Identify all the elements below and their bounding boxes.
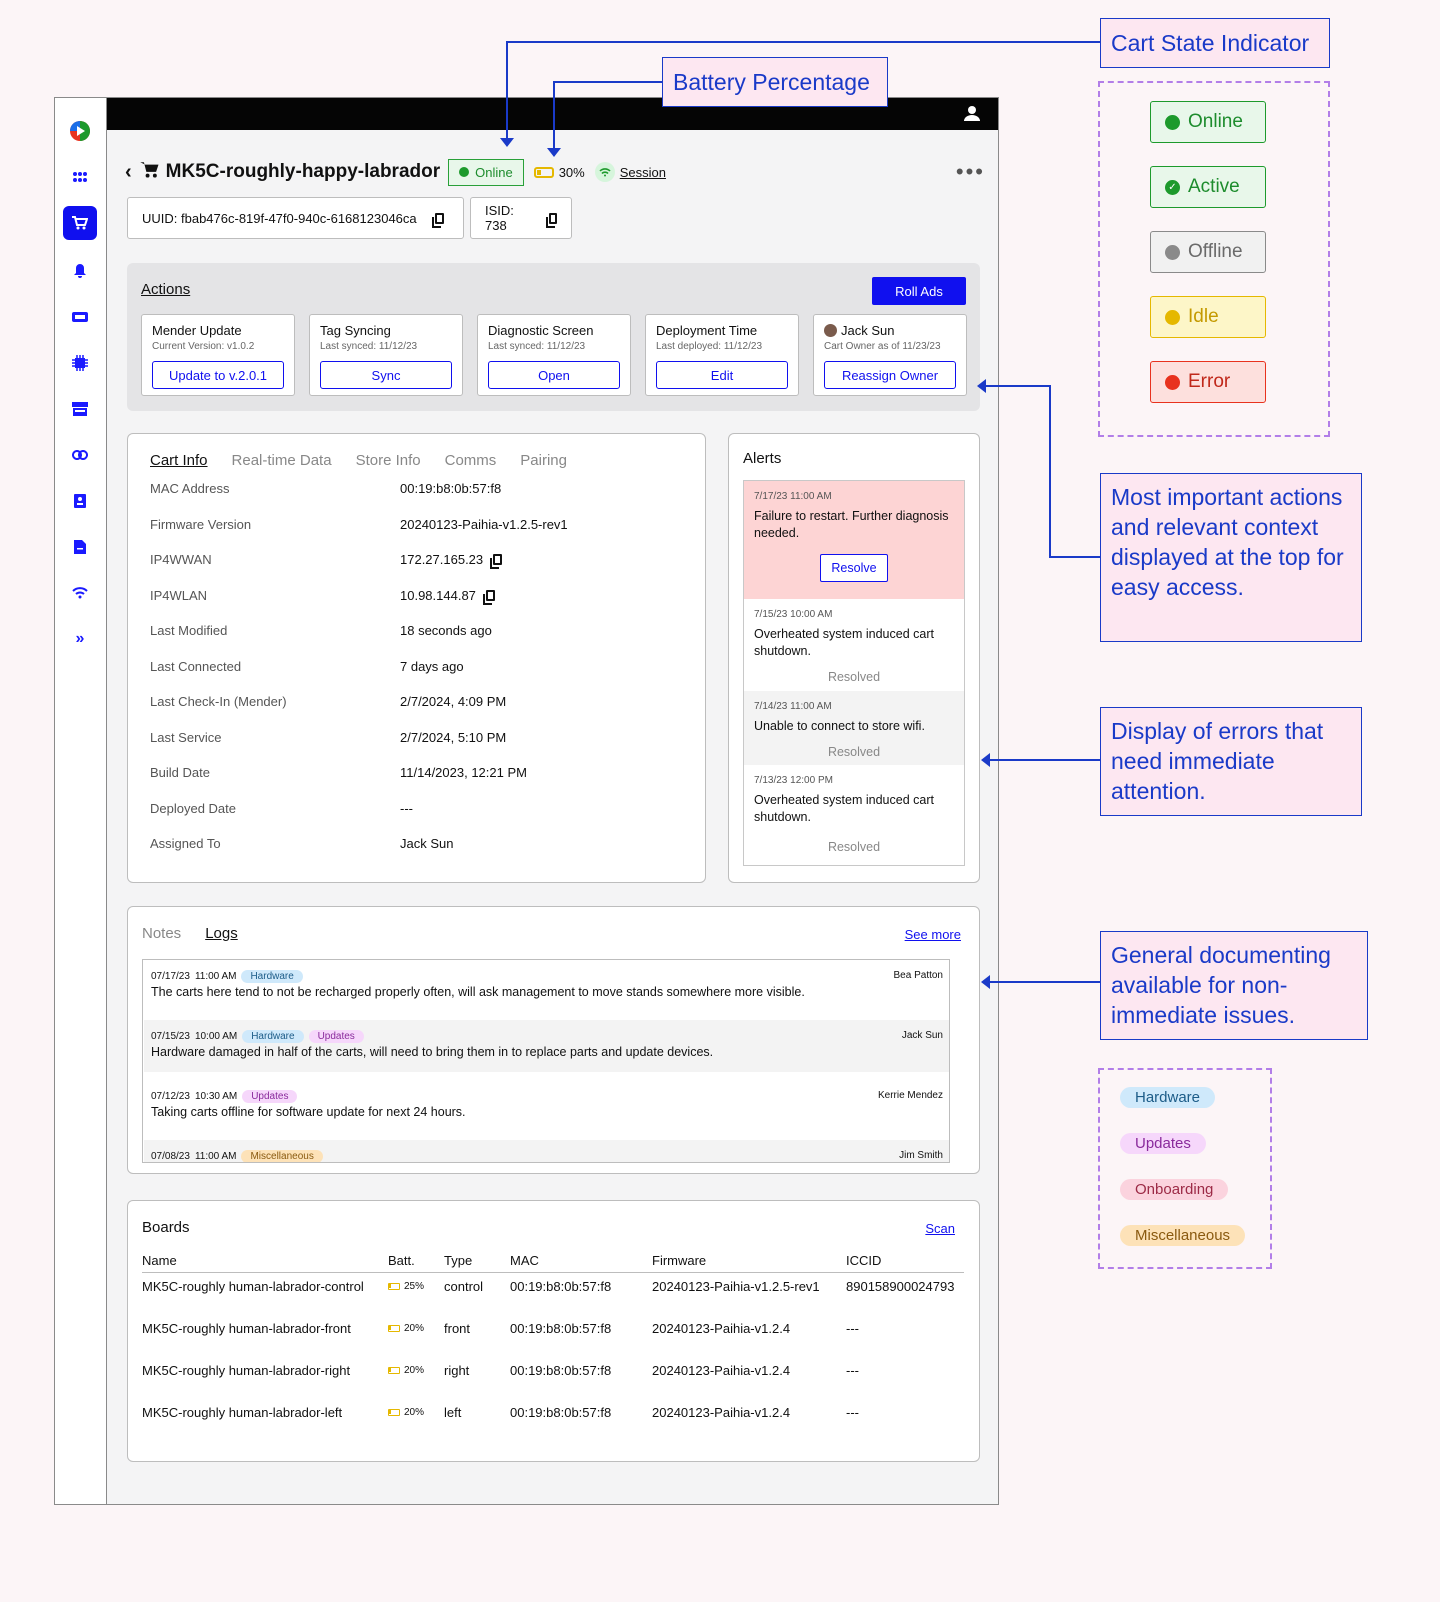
logo-icon[interactable]	[63, 114, 97, 148]
info-label: IP4WLAN	[150, 587, 208, 603]
board-name: MK5C-roughly human-labrador-front	[142, 1321, 351, 1336]
legend-state-offline	[1150, 231, 1266, 273]
annotation-docs: General documenting available for non-immediate issues.	[1100, 931, 1368, 1040]
battery-fill	[389, 1410, 391, 1414]
annotation-battery: Battery Percentage	[662, 57, 888, 107]
alert-status: Resolved	[827, 745, 881, 759]
roll-ads-button[interactable]: Roll Ads	[872, 277, 966, 305]
arrow-icon	[977, 379, 986, 393]
info-value	[400, 481, 501, 496]
connector-line	[506, 41, 508, 141]
tag-updates: Updates	[309, 1030, 364, 1043]
action-card-sub: Last synced: 11/12/23	[488, 341, 586, 352]
legend-tag-onboarding: Onboarding	[1120, 1179, 1228, 1200]
action-card-title: Deployment Time	[656, 323, 758, 338]
action-card-diagnostic	[477, 314, 631, 396]
info-value-text: 7 days ago	[400, 658, 464, 674]
arrow-icon	[981, 753, 990, 767]
copy-icon[interactable]	[435, 213, 444, 224]
board-battery	[388, 1365, 424, 1376]
info-value-text: Jack Sun	[400, 836, 454, 851]
board-mac: 00:19:b8:0b:57:f8	[510, 1321, 612, 1336]
info-value	[400, 588, 495, 603]
battery-icon	[388, 1409, 400, 1416]
column-header: Firmware	[652, 1253, 707, 1268]
action-card-sub: Current Version: v1.0.2	[152, 341, 255, 352]
status-dot-icon	[1165, 375, 1180, 390]
log-time: 11:00 AM	[194, 970, 237, 982]
copy-icon[interactable]	[486, 590, 495, 601]
action-card-title: Mender Update	[152, 323, 242, 338]
isid-box	[470, 197, 572, 239]
grid-icon[interactable]	[63, 160, 97, 194]
actions-title: Actions	[141, 281, 191, 298]
board-battery	[388, 1407, 424, 1418]
info-label: Last Check-In (Mender)	[150, 694, 287, 709]
log-time: 11:00 AM	[194, 1150, 237, 1162]
board-mac: 00:19:b8:0b:57:f8	[510, 1363, 612, 1378]
board-mac: 00:19:b8:0b:57:f8	[510, 1405, 612, 1420]
legend-state-online	[1150, 101, 1266, 143]
log-text: The carts here tend to not be recharged properly often, will ask management to move stands somewhere more visible.	[151, 985, 805, 999]
info-value	[400, 623, 492, 638]
app-window	[54, 97, 999, 1505]
alert-item	[744, 599, 964, 691]
action-card-deployment	[645, 314, 799, 396]
legend-state-label: Active	[1188, 176, 1240, 197]
legend-state-label: Error	[1188, 371, 1231, 392]
status-dot-icon	[459, 167, 469, 177]
column-header: ICCID	[846, 1253, 882, 1268]
alert-message: Overheated system induced cart shutdown.	[754, 627, 934, 658]
owner-name: Jack Sun	[841, 323, 895, 338]
connector-line	[979, 385, 1051, 387]
arrow-icon	[500, 138, 514, 147]
alert-date: 7/17/23 11:00 AM	[754, 491, 832, 502]
board-name: MK5C-roughly human-labrador-left	[142, 1405, 343, 1420]
action-card-tag-sync	[309, 314, 463, 396]
log-entry	[144, 1020, 950, 1072]
board-type: front	[444, 1321, 471, 1336]
alert-message: Overheated system induced cart shutdown.	[754, 793, 934, 824]
legend-state-idle	[1150, 296, 1266, 338]
action-card-title: Diagnostic Screen	[488, 323, 594, 338]
session-link[interactable]	[595, 162, 666, 182]
info-value-text: 172.27.165.23	[400, 552, 484, 567]
board-iccid: 890158900024793	[846, 1279, 955, 1294]
update-button[interactable]: Update to v.2.0.1	[152, 361, 284, 389]
info-value-text: 2/7/2024, 4:09 PM	[400, 694, 507, 709]
notes-logs-panel	[127, 906, 980, 1174]
connector-line	[985, 759, 1101, 761]
board-type: right	[444, 1363, 470, 1378]
arrow-icon	[547, 148, 561, 157]
avatar	[824, 324, 837, 337]
info-value	[400, 659, 464, 674]
info-label: MAC Address	[150, 481, 230, 496]
log-author: Kerrie Mendez	[877, 1090, 943, 1101]
wifi-icon[interactable]	[63, 576, 97, 610]
alerts-title: Alerts	[743, 450, 782, 467]
cart-state-label: Online	[475, 164, 513, 180]
log-list	[142, 959, 950, 1163]
column-header: MAC	[510, 1253, 539, 1268]
info-label: Last Connected	[150, 658, 242, 674]
info-value-text: 18 seconds ago	[400, 623, 492, 638]
copy-icon[interactable]	[493, 554, 502, 565]
board-firmware: 20240123-Paihia-v1.2.5-rev1	[652, 1279, 820, 1294]
connector-line	[985, 981, 1101, 983]
log-text: Taking carts offline for software update for next 24 hours.	[151, 1105, 466, 1119]
tab-real-time-data[interactable]: Real-time Data	[231, 452, 332, 469]
log-date: 07/15/23	[151, 1030, 190, 1042]
board-iccid: ---	[846, 1363, 859, 1378]
legend-state-label: Offline	[1188, 241, 1243, 262]
action-card-sub: Cart Owner as of 11/23/23	[824, 341, 941, 352]
arrow-icon	[981, 975, 990, 989]
legend-state-error	[1150, 361, 1266, 403]
legend-tag-hardware: Hardware	[1120, 1087, 1215, 1108]
log-date: 07/12/23	[151, 1090, 190, 1102]
battery-indicator	[534, 165, 585, 180]
resolve-button[interactable]: Resolve	[820, 554, 888, 582]
info-label: Last Service	[150, 729, 222, 745]
actions-panel	[127, 263, 980, 411]
info-tabs	[150, 452, 567, 469]
tag-legend	[1098, 1068, 1272, 1269]
copy-icon[interactable]	[549, 213, 557, 224]
action-card-owner	[813, 314, 967, 396]
contact-icon[interactable]	[63, 484, 97, 518]
user-icon[interactable]	[964, 105, 980, 126]
battery-icon	[388, 1325, 400, 1332]
board-battery	[388, 1281, 424, 1292]
legend-state-label: Idle	[1188, 306, 1219, 327]
tab-pairing[interactable]: Pairing	[520, 452, 567, 469]
board-battery-text: 25%	[404, 1281, 425, 1292]
isid-text: ISID: 738	[485, 203, 514, 233]
sidebar	[55, 98, 107, 1504]
battery-percentage: 30%	[558, 164, 585, 180]
info-value-text: 00:19:b8:0b:57:f8	[400, 481, 502, 496]
annotation-actions: Most important actions and relevant context displayed at the top for easy access.	[1100, 473, 1362, 642]
connector-line	[1049, 556, 1101, 558]
info-value-text: ---	[400, 800, 413, 816]
info-value	[400, 552, 502, 567]
board-iccid: ---	[846, 1405, 859, 1420]
log-date: 07/08/23	[151, 1150, 190, 1162]
action-card-mender	[141, 314, 295, 396]
info-value-text: 11/14/2023, 12:21 PM	[400, 765, 527, 780]
board-name: MK5C-roughly human-labrador-control	[142, 1279, 364, 1294]
session-label: Session	[619, 164, 666, 180]
column-header: Batt.	[388, 1253, 415, 1268]
tab-logs[interactable]: Logs	[205, 925, 238, 942]
board-battery-text: 20%	[404, 1323, 425, 1334]
board-battery	[388, 1323, 424, 1334]
tab-store-info[interactable]: Store Info	[355, 452, 421, 469]
more-options-icon[interactable]: •••	[955, 159, 985, 184]
tab-comms[interactable]: Comms	[444, 452, 497, 469]
see-more-link[interactable]: See more	[904, 927, 961, 942]
log-entry	[144, 968, 950, 1020]
info-label: Build Date	[150, 765, 210, 780]
info-value	[400, 517, 568, 532]
alert-date: 7/13/23 12:00 PM	[754, 775, 833, 786]
board-firmware: 20240123-Paihia-v1.2.4	[652, 1405, 791, 1420]
alert-item	[744, 765, 964, 865]
cart-info-panel	[127, 433, 706, 883]
info-value	[400, 765, 527, 780]
board-firmware: 20240123-Paihia-v1.2.4	[652, 1321, 791, 1336]
cart-header	[125, 152, 985, 192]
tag-updates: Updates	[242, 1090, 297, 1103]
info-value-text: 10.98.144.87	[400, 587, 476, 603]
battery-icon	[388, 1367, 400, 1374]
tag-hardware: Hardware	[241, 970, 302, 983]
alerts-panel	[728, 433, 980, 883]
log-author: Jack Sun	[901, 1030, 943, 1041]
info-value	[400, 730, 506, 745]
connector-line	[553, 81, 555, 151]
expand-icon[interactable]: »	[75, 630, 85, 647]
alert-item	[744, 481, 964, 599]
tab-notes[interactable]: Notes	[142, 925, 182, 942]
scan-link[interactable]: Scan	[925, 1221, 955, 1236]
column-header: Type	[444, 1253, 473, 1268]
status-dot-icon	[1165, 115, 1180, 130]
board-type: control	[444, 1279, 484, 1294]
cart-state-indicator	[448, 159, 524, 186]
legend-tag-miscellaneous: Miscellaneous	[1120, 1225, 1245, 1246]
log-entry	[144, 1072, 950, 1140]
info-label: IP4WWAN	[150, 552, 212, 567]
battery-icon	[388, 1283, 400, 1290]
cart-icon	[140, 161, 160, 183]
board-mac: 00:19:b8:0b:57:f8	[510, 1279, 612, 1294]
info-value	[400, 836, 453, 851]
bell-icon[interactable]	[63, 254, 97, 288]
column-header: Name	[142, 1253, 177, 1268]
tag-hardware: Hardware	[242, 1030, 303, 1043]
uuid-text: UUID: fbab476c-819f-47f0-940c-6168123046ca	[142, 210, 417, 226]
battery-fill	[537, 170, 541, 175]
status-dot-icon	[1165, 310, 1180, 325]
cart-nav-icon[interactable]	[63, 206, 97, 240]
info-label: Firmware Version	[150, 516, 252, 532]
board-battery-text: 20%	[404, 1407, 425, 1418]
legend-state-label: Online	[1188, 111, 1243, 132]
ticket-icon[interactable]	[63, 300, 97, 334]
log-entry	[144, 1140, 950, 1163]
tab-cart-info[interactable]: Cart Info	[150, 452, 208, 469]
table-divider	[142, 1272, 964, 1273]
legend-state-active	[1150, 166, 1266, 208]
annotation-cart-state: Cart State Indicator	[1100, 18, 1330, 68]
connector-line	[1049, 385, 1051, 558]
wifi-icon	[595, 162, 615, 182]
log-time: 10:00 AM	[194, 1030, 238, 1042]
log-tabs	[142, 925, 238, 942]
board-iccid: ---	[846, 1321, 859, 1336]
alert-status: Resolved	[827, 840, 881, 854]
info-label: Assigned To	[150, 836, 221, 851]
info-value-text: 20240123-Paihia-v1.2.5-rev1	[400, 516, 568, 532]
info-label: Last Modified	[150, 623, 228, 638]
reassign-owner-button[interactable]: Reassign Owner	[824, 361, 956, 389]
check-circle-icon: ✓	[1165, 180, 1180, 195]
action-card-title: Tag Syncing	[320, 323, 391, 338]
board-type: left	[444, 1405, 462, 1420]
boards-panel	[127, 1200, 980, 1462]
board-firmware: 20240123-Paihia-v1.2.4	[652, 1363, 791, 1378]
cart-title: MK5C-roughly-happy-labrador	[165, 161, 441, 182]
edit-button[interactable]: Edit	[656, 361, 788, 389]
connector-line	[553, 81, 663, 83]
open-button[interactable]: Open	[488, 361, 620, 389]
alert-message: Failure to restart. Further diagnosis needed.	[754, 509, 949, 540]
battery-fill	[389, 1326, 391, 1330]
document-icon[interactable]	[63, 530, 97, 564]
info-value	[400, 694, 506, 709]
log-author: Jim Smith	[899, 1150, 943, 1161]
alert-date: 7/15/23 10:00 AM	[754, 609, 833, 620]
info-value-text: 2/7/2024, 5:10 PM	[400, 729, 507, 745]
sync-button[interactable]: Sync	[320, 361, 452, 389]
log-text: Hardware damaged in half of the carts, will need to bring them in to replace parts and update devices.	[151, 1045, 714, 1059]
battery-fill	[389, 1368, 391, 1372]
tag-miscellaneous: Miscellaneous	[241, 1150, 322, 1163]
uuid-box	[127, 197, 464, 239]
board-battery-text: 20%	[404, 1365, 425, 1376]
back-chevron-icon[interactable]: ‹	[125, 160, 132, 183]
alert-status: Resolved	[827, 670, 881, 684]
action-card-sub: Last synced: 11/12/23	[320, 341, 418, 352]
status-dot-icon	[1165, 245, 1180, 260]
legend-tag-updates: Updates	[1120, 1133, 1206, 1154]
info-value	[400, 801, 413, 816]
log-author: Bea Patton	[893, 970, 943, 981]
alert-item	[744, 691, 964, 765]
log-time: 10:30 AM	[194, 1090, 238, 1102]
chip-icon[interactable]	[63, 346, 97, 380]
store-icon[interactable]	[63, 392, 97, 426]
alert-date: 7/14/23 11:00 AM	[754, 701, 832, 712]
battery-icon	[534, 167, 554, 178]
alert-message: Unable to connect to store wifi.	[754, 719, 925, 733]
log-date: 07/17/23	[151, 970, 190, 982]
action-card-sub: Last deployed: 11/12/23	[656, 341, 763, 352]
board-name: MK5C-roughly human-labrador-right	[142, 1363, 351, 1378]
connector-line	[506, 41, 1100, 43]
annotation-errors: Display of errors that need immediate attention.	[1100, 707, 1362, 816]
link-icon[interactable]	[63, 438, 97, 472]
battery-fill	[389, 1284, 391, 1288]
boards-title: Boards	[142, 1219, 190, 1236]
info-label: Deployed Date	[150, 800, 236, 816]
